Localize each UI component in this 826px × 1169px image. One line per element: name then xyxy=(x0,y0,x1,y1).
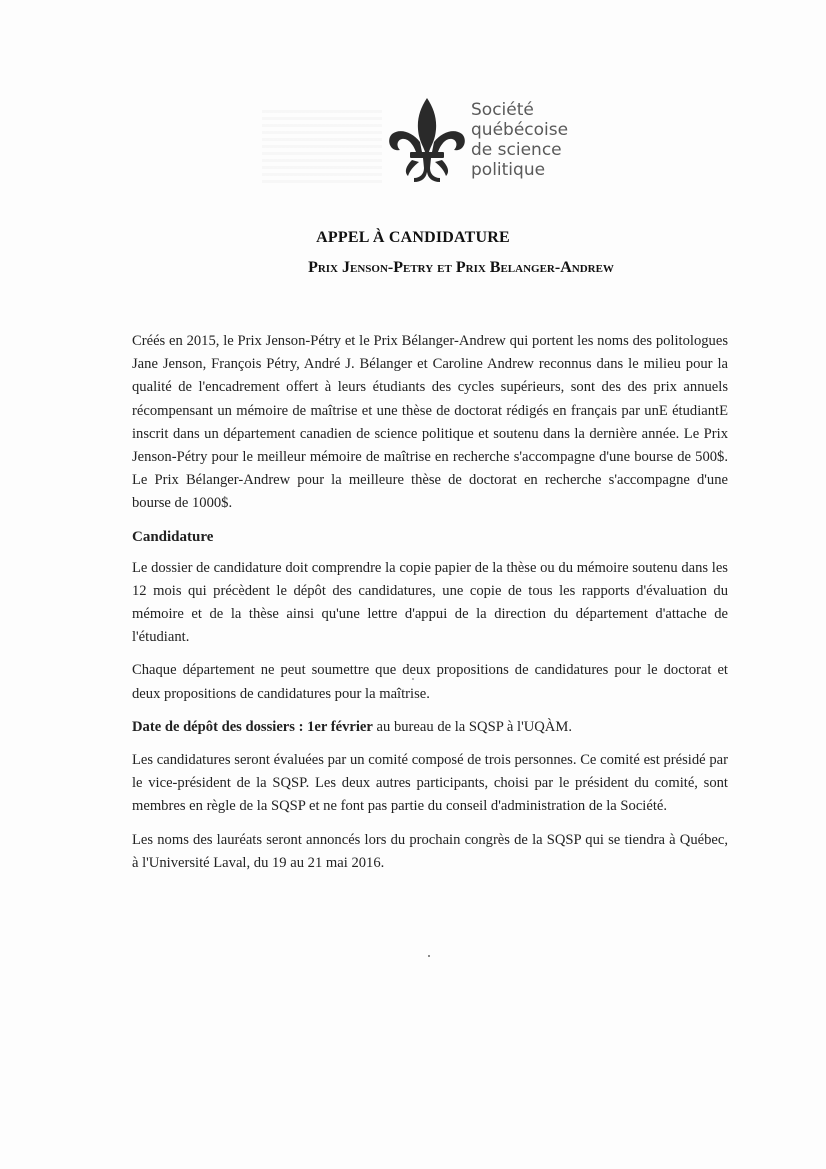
logo-line: québécoise xyxy=(471,120,569,140)
deadline-label: Date de dépôt des dossiers : 1er février xyxy=(132,718,373,735)
scan-speck xyxy=(428,955,430,957)
logo-line: politique xyxy=(471,160,546,180)
section-heading: Candidature xyxy=(132,528,214,545)
comite-paragraph: Les candidatures seront évaluées par un comité composé de trois personnes. Ce comité est présidé par le vice-président de la SQSP. Les deux autres participants, choisi par le président du comité, sont membres en règle de la SQSP et ne font pas partie du conseil d'administration de la Société. xyxy=(132,752,728,815)
laureats-paragraph: Les noms des lauréats seront annoncés lors du prochain congrès de la SQSP qui se tiendra à Québec, à l'Université Laval, du 19 au 21 mai 2016. xyxy=(132,831,728,871)
intro-paragraph: Créés en 2015, le Prix Jenson-Pétry et le Prix Bélanger-Andrew qui portent les noms des politologues Jane Jenson, François Pétry, André J. Bélanger et Caroline Andrew reconnus dans le milieu pour la qualité de l'encadrement offert à leurs étudiants des cycles supérieurs, sont des des prix annuels récompensant un mémoire de maîtrise et une thèse de doctorat rédigés en français par unE étudiantE inscrit dans un département canadien de science politique et soutenu dans la dernière année. Le Prix Jenson-Pétry pour le meilleur mémoire de maîtrise en recherche s'accompagne d'une bourse de 500$. Le Prix Bélanger-Andrew pour la meilleure thèse de doctorat en recherche s'accompagne d'une bourse de 1000$. xyxy=(132,333,728,512)
fleur-de-lis-icon xyxy=(386,96,468,186)
deadline-paragraph xyxy=(132,716,728,739)
dossier-paragraph: Le dossier de candidature doit comprendre la copie papier de la thèse ou du mémoire soutenu dans les 12 mois qui précèdent le dépôt des candidatures, une copie de tous les rapports d'évaluation du mémoire et de la thèse ainsi qu'une lettre d'appui de la direction du département d'attache de l'étudiant. xyxy=(132,559,728,646)
scan-speck xyxy=(412,678,414,680)
scan-artifact xyxy=(262,110,382,184)
page-title: APPEL À CANDIDATURE xyxy=(316,229,510,246)
page-subtitle: Prix Jenson-Petry et Prix Belanger-Andrew xyxy=(308,259,614,276)
logo-wordmark xyxy=(471,100,568,180)
sqsp-logo xyxy=(386,96,586,186)
deadline-rest: au bureau de la SQSP à l'UQÀM. xyxy=(372,718,572,735)
logo-line: de science xyxy=(471,140,562,160)
document-body xyxy=(132,330,728,885)
departement-paragraph: Chaque département ne peut soumettre que deux propositions de candidatures pour le doctorat et deux propositions de candidatures pour la maîtrise. xyxy=(132,662,728,702)
logo-line: Société xyxy=(471,100,534,120)
